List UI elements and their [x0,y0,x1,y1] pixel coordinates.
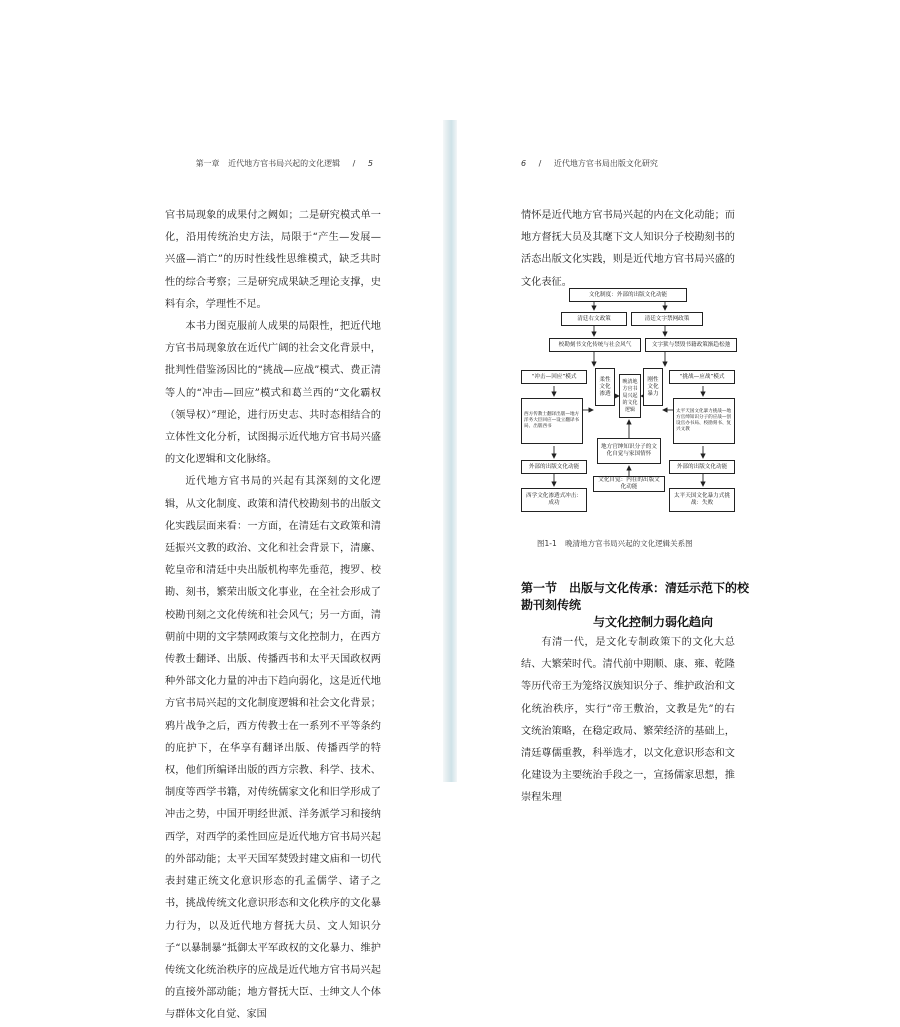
page-number: 6 [521,159,527,168]
figure-number: 图1-1 [537,539,557,548]
figure-caption [537,538,693,549]
left-running-head [196,158,373,169]
chapter-label: 第一章 [195,159,220,168]
box-taiping-result: 太平天国文化暴力式挑战：失败 [669,488,735,512]
box-impact-response-model: “冲击—回应”模式 [521,370,587,384]
box-left-external-force: 外部的出版文化动能 [521,460,587,474]
box-collation-tradition: 校勘刻书文化传统与社会风气 [549,338,641,352]
left-page [145,120,443,1021]
box-hard-violence: 刚性文化暴力 [643,368,663,406]
header-separator: / [352,159,356,168]
logic-diagram [519,288,737,520]
box-literary-ban-policy: 清廷文字禁网政策 [631,312,703,326]
paragraph: 本书力图克服前人成果的局限性，把近代地方官书局现象放在近代广阔的社会文化背景中，批判性借鉴汤因比的“挑战—应战”模式、费正清等人的“冲击—回应”模式和葛兰西的“文化霸权（领导权）”理论，进行历史志、共时态相结合的立体性文化分析，试图揭示近代地方官书局兴盛的文化逻辑和文化脉络。 [165,321,381,466]
page-number: 5 [367,159,373,168]
figure-title: 晚清地方官书局兴起的文化逻辑关系图 [565,539,693,548]
box-center-logic: 晚清地方官书局兴起的文化逻辑 [619,374,641,418]
header-separator: / [538,159,542,168]
box-gentry-consciousness: 地方官绅知识分子的文化自觉与家国情怀 [597,438,661,464]
box-right-culture-policy: 清廷右文政策 [561,312,627,326]
paragraph: 官书局现象的成果付之阙如；二是研究模式单一化，沿用传统治史方法，局限于“产生—发展—兴盛—消亡”的历时性线性思维模式，缺乏共时性的综合考察；三是研究成果缺乏理论支撑，史料有余，学理性不足。 [165,210,381,310]
right-page [457,120,757,804]
box-cultural-system: 文化制度：外部的出版文化动能 [569,288,687,302]
section-heading [521,580,761,631]
box-challenge-response-model: “挑战—应战”模式 [669,370,735,384]
section-number: 第一节 [521,581,558,595]
section-title-line1: 出版与文化传承：清廷示范下的校勘刊刻传统 [521,581,750,612]
right-body-text-bottom [521,632,735,810]
box-soft-penetration: 柔性文化渗透 [595,368,615,406]
box-western-result: 西学文化渗透式冲击：成功 [521,488,587,512]
paragraph: 有清一代，是文化专制政策下的文化大总结、大繁荣时代。清代前中期顺、康、雍、乾隆等历代帝王为笼络汉族知识分子、维护政治和文化统治秩序，实行“帝王敷治，文教是先”的右文统治策略，在稳定政局、繁荣经济的基础上，清廷尊儒重教，科举选才，以文化意识形态和文化建设为主要统治手段之一，宣扬儒家思想，推崇程朱理 [521,637,735,804]
chapter-title: 近代地方官书局兴起的文化逻辑 [228,159,341,168]
book-title: 近代地方官书局出版文化研究 [553,159,658,168]
box-taiping-detail: 太平天国文化暴力挑战—地方官绅知识分子的应战—创设官办书局、校勘刻书、复兴文教 [673,398,735,444]
right-body-text-top [521,205,735,294]
box-missionary-detail: 西方传教士翻译出版—地方洋务大臣回应—设立翻译书局、出版西书 [521,398,583,444]
box-inner-force: 文化自觉：内在的出版文化动能 [593,476,665,492]
box-ban-weakening: 文字狱与禁毁书籍政策渐趋松弛 [645,338,737,352]
left-body-text [165,205,381,1027]
paragraph: 近代地方官书局的兴起有其深刻的文化逻辑，从文化制度、政策和清代校勘刻书的出版文化实践层面来看：一方面，在清廷右文政策和清廷振兴文教的政治、文化和社会背景下，清廉、乾皇帝和清廷中央出版机构率先垂范，搜罗、校勘、刻书，繁荣出版文化事业，在全社会形成了校勘刊刻之文化传统和社会风气；另一方面，清朝前中期的文字禁网政策与文化控制力，在西方传教士翻译、出版、传播西书和太平天国政权两种外部文化力量的冲击下趋向弱化，这是近代地方官书局兴起的文化制度逻辑和社会文化背景；鸦片战争之后，西方传教士在一系列不平等条约的庇护下，在华享有翻译出版、传播西学的特权，他们所编译出版的西方宗教、科学、技术、制度等西学书籍，对传统儒家文化和旧学形成了冲击之势，中国开明经世派、洋务派学习和接纳西学，对西学的柔性回应是近代地方官书局兴起的外部动能；太平天国军焚毁封建文庙和一切代表封建正统文化意识形态的孔孟儒学、诸子之书，挑战传统文化意识形态和文化秩序的文化暴力行为，以及近代地方督抚大员、文人知识分子“以暴制暴”抵御太平军政权的文化暴力、维护传统文化统治秩序的应战是近代地方官书局兴起的直接外部动能；地方督抚大臣、士绅文人个体与群体文化自觉、家国 [165,476,381,1021]
paragraph: 情怀是近代地方官书局兴起的内在文化动能；而地方督抚大员及其麾下文人知识分子校勘刻书的活态出版文化实践，则是近代地方官书局兴盛的文化表征。 [521,210,735,288]
box-right-external-force: 外部的出版文化动能 [669,460,735,474]
right-running-head [521,158,658,169]
section-title-line2: 与文化控制力弱化趋向 [593,615,714,629]
book-spine [443,120,457,782]
